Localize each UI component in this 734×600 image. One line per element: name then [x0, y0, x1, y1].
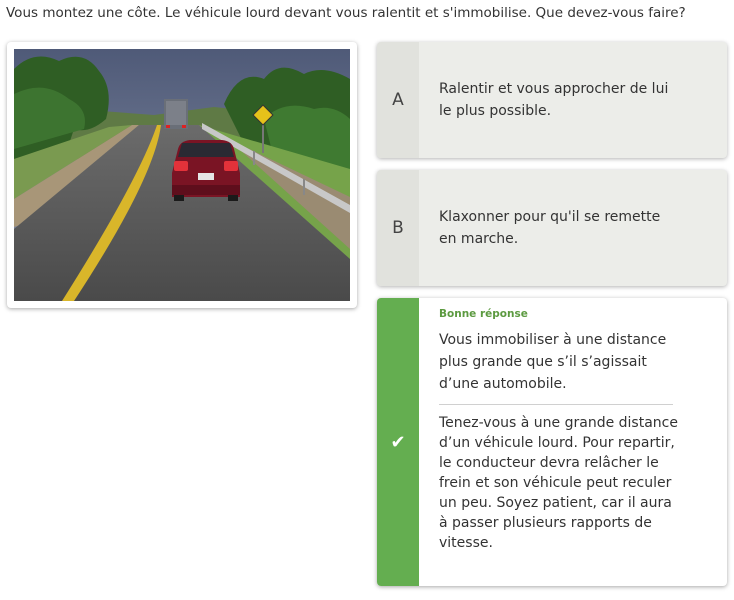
road-scene-illustration [14, 49, 350, 301]
question-text: Vous montez une côte. Le véhicule lourd devant vous ralentit et s'immobilise. Que devez-vous faire? [6, 5, 686, 21]
correct-answer-label: Bonne réponse [439, 308, 528, 320]
answer-divider [439, 404, 673, 405]
answer-option-b[interactable] [377, 170, 727, 286]
answer-text-b: Klaxonner pour qu'il se remette en marche. [439, 209, 661, 247]
check-icon: ✔ [390, 431, 406, 453]
question-image-card [7, 42, 357, 308]
answer-option-correct[interactable] [377, 298, 727, 586]
answer-letter-b: B [377, 170, 419, 286]
answer-letter-a: A [377, 42, 419, 158]
correct-answer-text: Vous immobiliser à une distance plus grande que s’il s’agissait d’une automobile. [439, 332, 667, 392]
correct-answer-body [439, 308, 679, 553]
answer-option-a[interactable] [377, 42, 727, 158]
answer-text-a: Ralentir et vous approcher de lui le plus possible. [439, 81, 669, 119]
correct-indicator [377, 298, 419, 586]
answer-explanation: Tenez-vous à une grande distance d’un véhicule lourd. Pour repartir, le conducteur devra relâcher le frein et son véhicule peut reculer un peu. Soyez patient, car il aura à passer plusieurs rapports de vitesse. [439, 415, 678, 551]
